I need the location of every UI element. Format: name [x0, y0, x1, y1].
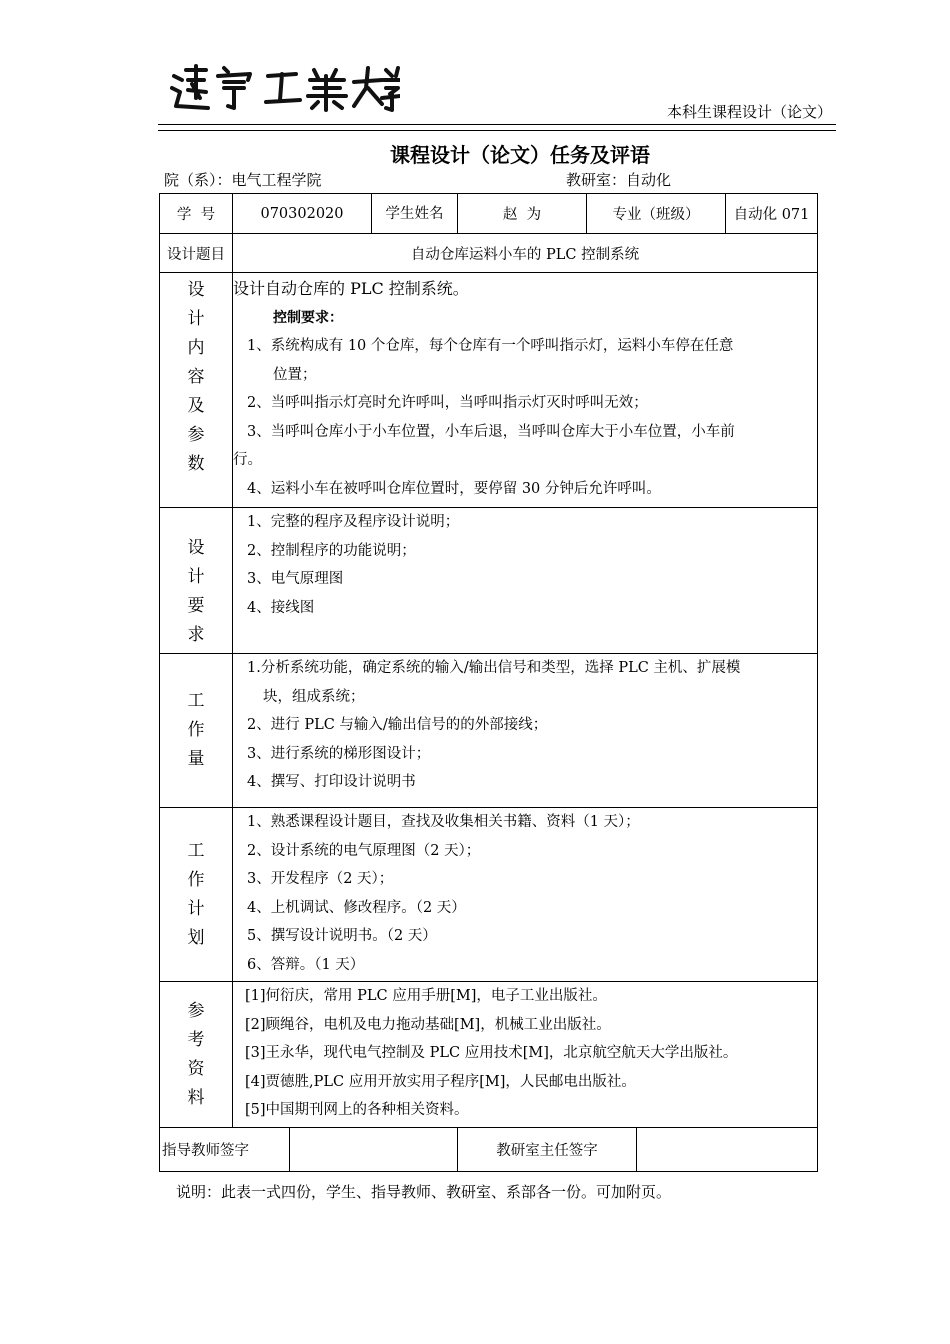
major-value: 自动化 071	[726, 194, 818, 234]
content-intro: 设计自动仓库的 PLC 控制系统。	[233, 279, 469, 298]
student-name-label-cell	[372, 194, 458, 234]
references-label-char: 考	[187, 1029, 205, 1050]
topic-label: 设计题目	[160, 234, 233, 273]
requirements-item: 3、电气原理图	[247, 571, 344, 587]
workload-label-char: 量	[187, 749, 205, 769]
topic-row	[160, 234, 818, 273]
advisor-signature-field[interactable]	[290, 1128, 458, 1172]
requirements-item: 4、接线图	[247, 599, 315, 616]
references-section-body	[233, 982, 818, 1128]
plan-label-char: 作	[187, 869, 205, 890]
major-label: 专业（班级）	[587, 194, 726, 234]
content-label-char: 内	[187, 338, 205, 358]
plan-item: 2、设计系统的电气原理图（2 天）；	[247, 842, 481, 859]
plan-label-char: 工	[187, 840, 205, 861]
student-name-value: 赵 为	[458, 194, 587, 234]
workload-item: 2、进行 PLC 与输入/输出信号的的外部接线；	[247, 717, 548, 733]
requirements-item: 2、控制程序的功能说明；	[247, 542, 416, 559]
plan-item: 6、答辩。（1 天）	[247, 956, 365, 973]
plan-section-label	[160, 808, 233, 982]
content-item: 2、当呼叫指示灯亮时允许呼叫，当呼叫指示灯灭时呼叫无效；	[247, 395, 648, 411]
student-info-row	[160, 194, 818, 234]
student-name-label: 学生姓名	[385, 205, 444, 222]
university-logo	[168, 62, 400, 112]
content-item: 行。	[233, 452, 262, 468]
content-label-char: 设	[187, 280, 205, 300]
reference-item: [5]中国期刊网上的各种相关资料。	[245, 1102, 469, 1118]
page-title: 课程设计（论文）任务及评语	[390, 143, 650, 167]
advisor-signature-label: 指导教师签字	[160, 1128, 290, 1172]
plan-label-char: 计	[187, 898, 205, 919]
content-item: 4、运料小车在被呼叫仓库位置时，要停留 30 分钟后允许呼叫。	[247, 480, 661, 497]
signature-row	[160, 1128, 818, 1172]
requirements-section-row	[160, 508, 818, 654]
requirements-label-char: 要	[187, 596, 205, 616]
reference-item: [4]贾德胜,PLC 应用开放实用子程序[M]，人民邮电出版社。	[245, 1073, 636, 1090]
content-item: 3、当呼叫仓库小于小车位置，小车后退，当呼叫仓库大于小车位置，小车前	[247, 423, 735, 440]
plan-label-char: 划	[187, 927, 205, 948]
requirements-label-char: 求	[187, 625, 205, 645]
workload-section-row	[160, 654, 818, 808]
workload-label-char: 工	[187, 691, 205, 711]
department-label: 院（系）：电气工程学院	[164, 171, 322, 189]
workload-item: 4、撰写、打印设计说明书	[247, 774, 416, 790]
workload-item: 1.分析系统功能，确定系统的输入/输出信号和类型，选择 PLC 主机、扩展模	[247, 660, 741, 676]
requirements-label-char: 计	[187, 567, 205, 587]
references-label-char: 料	[187, 1087, 205, 1108]
content-section-body	[233, 273, 818, 508]
footnote: 说明：此表一式四份，学生、指导教师、教研室、系部各一份。可加附页。	[176, 1183, 672, 1201]
content-label-char: 容	[187, 367, 205, 387]
workload-label-char: 作	[187, 720, 205, 740]
teaching-office-label: 教研室：自动化	[566, 171, 672, 189]
reference-item: [3]王永华，现代电气控制及 PLC 应用技术[M]，北京航空航天大学出版社。	[245, 1045, 738, 1061]
plan-item: 1、熟悉课程设计题目，查找及收集相关书籍、资料（1 天）；	[247, 814, 640, 830]
requirements-section-label	[160, 508, 233, 654]
content-subheading: 控制要求：	[273, 309, 343, 326]
university-calligraphy-logo	[168, 62, 400, 112]
content-item: 1、系统构成有 10 个仓库，每个仓库有一个呼叫指示灯，运料小车停在任意	[247, 338, 734, 354]
student-id-label: 学 号	[160, 194, 233, 234]
requirements-label-char: 设	[187, 538, 205, 558]
header-rule-thick	[158, 124, 836, 125]
references-label-char: 参	[187, 1000, 205, 1021]
reference-item: [1]何衍庆，常用 PLC 应用手册[M]，电子工业出版社。	[245, 988, 607, 1004]
content-label-char: 数	[187, 454, 205, 474]
task-form-table	[159, 193, 818, 1172]
director-signature-label: 教研室主任签字	[458, 1128, 637, 1172]
plan-section-body	[233, 808, 818, 982]
document-type-label: 本科生课程设计（论文）	[666, 103, 832, 121]
content-item: 位置；	[273, 366, 317, 383]
workload-item: 3、进行系统的梯形图设计；	[247, 745, 431, 762]
content-label-char: 及	[187, 396, 205, 416]
requirements-section-body	[233, 508, 818, 654]
topic-value: 自动仓库运料小车的 PLC 控制系统	[233, 234, 818, 273]
content-label-char: 计	[187, 309, 205, 329]
header-rule-thin	[158, 130, 836, 131]
content-label-char: 参	[187, 425, 205, 445]
plan-item: 5、撰写设计说明书。（2 天）	[247, 928, 437, 944]
plan-section-row	[160, 808, 818, 982]
director-signature-field[interactable]	[637, 1128, 818, 1172]
student-id-value: 070302020	[233, 194, 372, 234]
requirements-item: 1、完整的程序及程序设计说明；	[247, 514, 460, 530]
content-section-label	[160, 273, 233, 508]
plan-item: 3、开发程序（2 天）；	[247, 871, 394, 887]
workload-section-label	[160, 654, 233, 808]
workload-section-body	[233, 654, 818, 808]
workload-item: 块，组成系统；	[263, 688, 365, 705]
plan-item: 4、上机调试、修改程序。（2 天）	[247, 899, 466, 916]
reference-item: [2]顾绳谷，电机及电力拖动基础[M]，机械工业出版社。	[245, 1016, 611, 1033]
references-section-row	[160, 982, 818, 1128]
content-section-row	[160, 273, 818, 508]
references-section-label	[160, 982, 233, 1128]
references-label-char: 资	[187, 1058, 205, 1079]
